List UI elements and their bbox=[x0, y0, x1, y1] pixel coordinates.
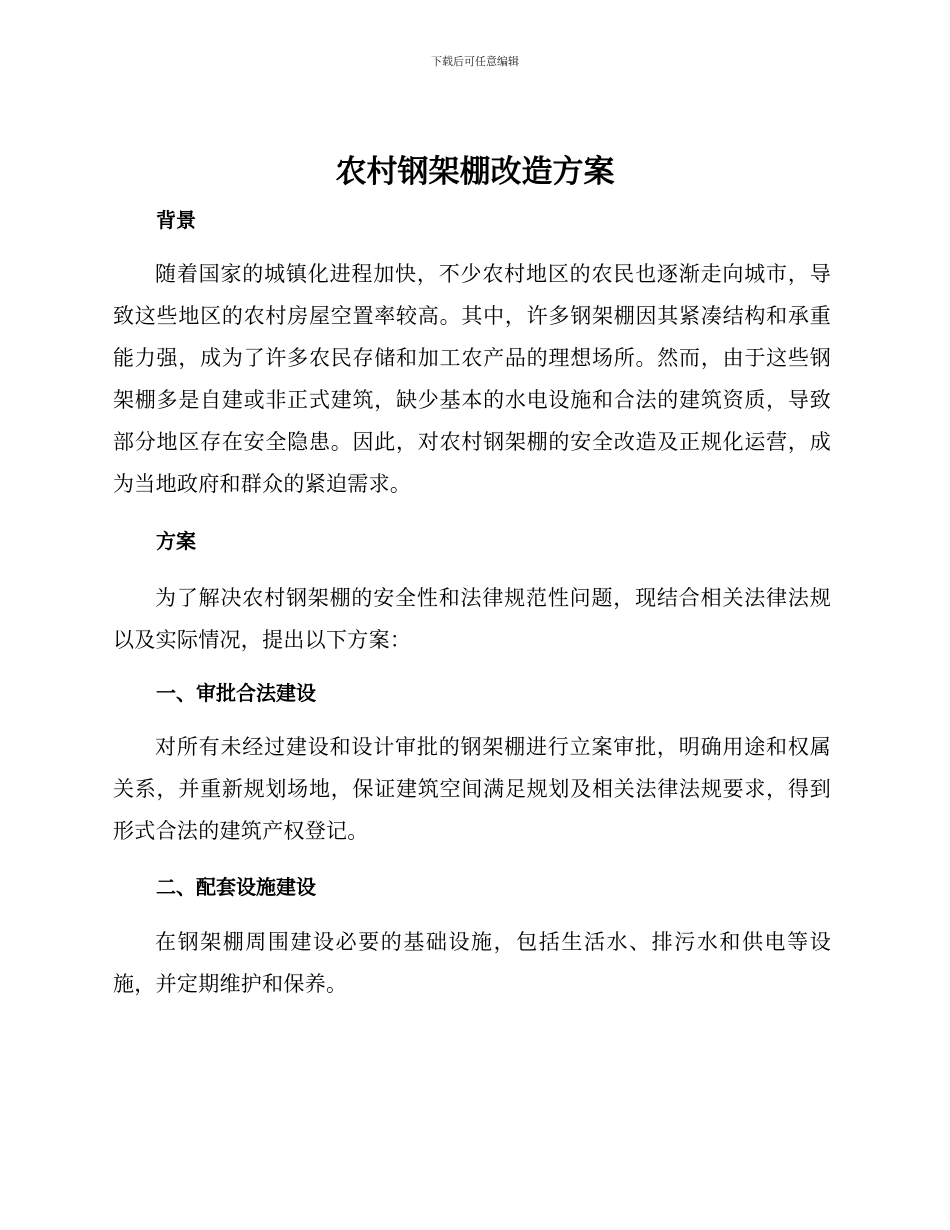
document-title: 农村钢架棚改造方案 bbox=[335, 154, 615, 190]
section-heading-facilities: 二、配套设施建设 bbox=[156, 875, 316, 899]
section-body-plan: 为了解决农村钢架棚的安全性和法律规范性问题，现结合相关法律法规以及实际情况，提出以下方案： bbox=[113, 586, 831, 652]
page-header-note: 下载后可任意编辑 bbox=[431, 55, 519, 68]
section-body-approval: 对所有未经过建设和设计审批的钢架棚进行立案审批，明确用途和权属关系，并重新规划场地，保证建筑空间满足规划及相关法律法规要求，得到形式合法的建筑产权登记。 bbox=[113, 735, 831, 843]
section-heading-plan: 方案 bbox=[156, 529, 196, 553]
section-heading-approval: 一、审批合法建设 bbox=[156, 681, 316, 705]
section-body-background: 随着国家的城镇化进程加快，不少农村地区的农民也逐渐走向城市，导致这些地区的农村房屋空置率较高。其中，许多钢架棚因其紧凑结构和承重能力强，成为了许多农民存储和加工农产品的理想场所。然而，由于这些钢架棚多是自建或非正式建筑，缺少基本的水电设施和合法的建筑资质，导致部分地区存在安全隐患。因此，对农村钢架棚的安全改造及正规化运营，成为当地政府和群众的紧迫需求。 bbox=[113, 262, 831, 496]
section-body-facilities: 在钢架棚周围建设必要的基础设施，包括生活水、排污水和供电等设施，并定期维护和保养。 bbox=[113, 930, 831, 996]
section-heading-background: 背景 bbox=[156, 208, 196, 232]
